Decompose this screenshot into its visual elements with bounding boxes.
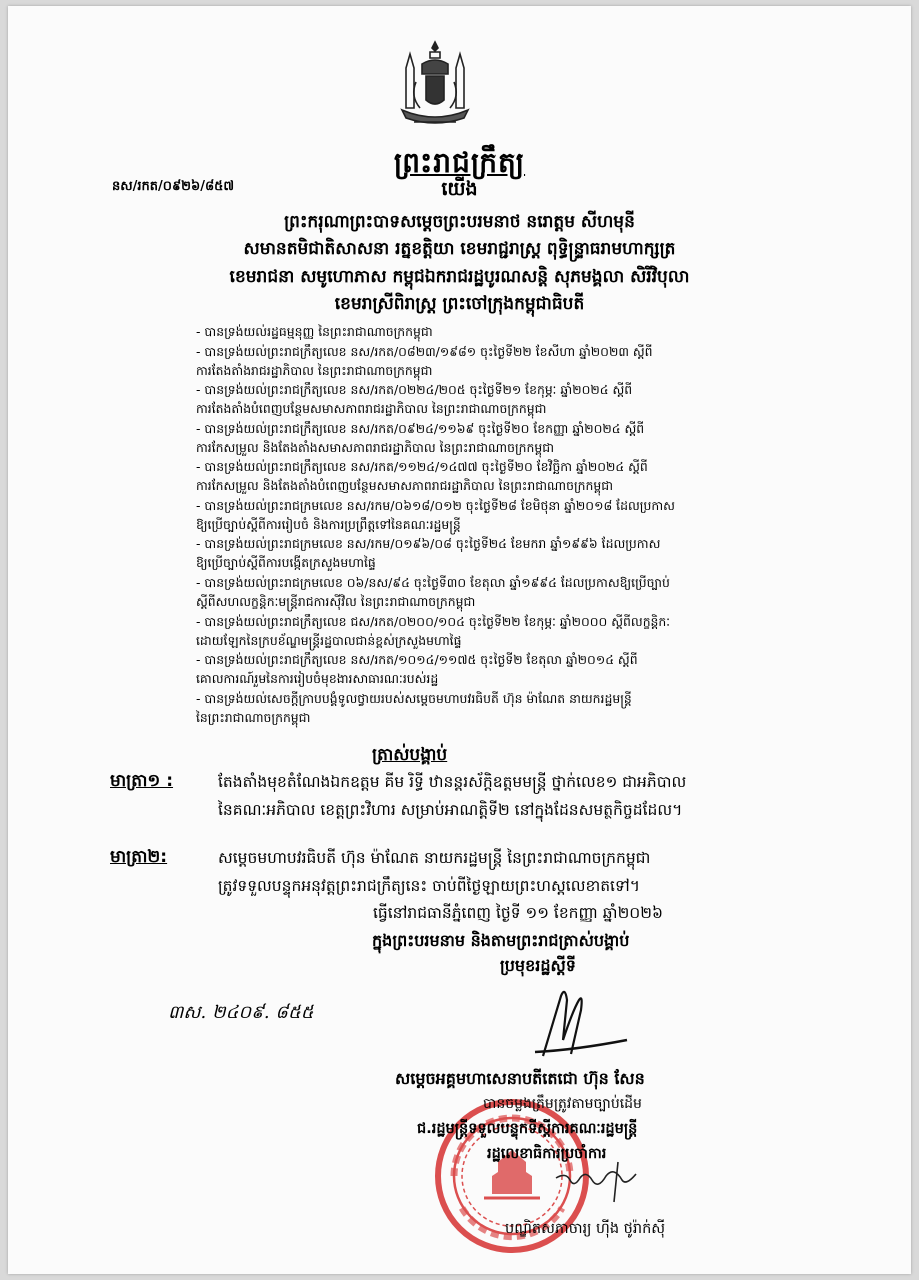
countersign-line-1: ក្នុងព្រះបរមនាម និងតាមព្រះរាជត្រាស់បង្គាប់ [372, 931, 630, 950]
date-line: ធ្វើនៅរាជធានីភ្នំពេញ ថ្ងៃទី ១១ ខែកញ្ញា ឆ្នាំ២០២៦ [373, 904, 663, 922]
order-heading: ត្រាស់បង្គាប់ [372, 745, 448, 765]
king-title-line-2: សមានតមិជាតិសាសនា រត្នខត្តិយា ខេមរាជ្ជរាស្ត្រ ពុទ្ធិន្ទ្រាធរាមហាក្សត្រ [243, 239, 676, 259]
royal-coat-of-arms-icon [392, 38, 478, 130]
handwritten-note: ៣ស. ២៤០៩. ៨៥៥ [168, 1002, 314, 1023]
countersign-line-2: ប្រមុខរដ្ឋស្តីទី [500, 956, 576, 975]
secretary-signature [548, 1148, 643, 1208]
citation-item: - បានទ្រង់យល់ព្រះរាជក្រឹត្យលេខ ជស/រកត/០២០០/១០៤ ចុះថ្ងៃទី២២ ខែកុម្ភៈ ឆ្នាំ២០០០ ស្តីពីលក្ខន្តិកៈ ដោយឡែកនៃក្របខ័ណ្ឌមន្ត្រីរដ្ឋបាលជាន់ខ្ពស់ក្រសួងមហាផ្ទៃ [196, 612, 886, 651]
seen-heading: យើង [441, 178, 478, 200]
citation-item: - បានទ្រង់យល់រដ្ឋធម្មនុញ្ញ នៃព្រះរាជាណាចក្រកម្ពុជា [196, 322, 886, 342]
article-1-text: តែងតាំងមុខតំណែងឯកឧត្តម គីម រិទ្ធី ឋានន្តរស័ក្តិឧត្តមមន្ត្រី ថ្នាក់លេខ១ ជាអភិបាល នៃគណៈអភិបាល ខេត្តព្រះវិហារ សម្រាប់អាណត្តិទី២ នៅក្នុងដែនសមត្ថកិច្ចដដែល។ [218, 773, 687, 819]
king-title-line-4: ខេមរាស្រីពិរាស្ត្រ ព្រះចៅក្រុងកម្ពុជាធិបតី [334, 294, 585, 314]
article-1-label: មាត្រា១ : [110, 771, 174, 791]
king-title-line-3: ខេមរាជនា សមូហោភាស កម្ពុជឯករាជរដ្ឋបូរណសន្តិ សុភមង្គលា សិរីវិបុលា [229, 267, 690, 287]
citation-item: - បានទ្រង់យល់ព្រះរាជក្រឹត្យលេខ នស/រកត/០៩២៤/១១៦៩ ចុះថ្ងៃទី២០ ខែកញ្ញា ឆ្នាំ២០២៤ ស្តីពី ការកែសម្រួល និងតែងតាំងសមាសភាពរាជរដ្ឋាភិបាល នៃព្រះរាជាណាចក្រកម្ពុជា [196, 419, 886, 458]
citation-item: - បានទ្រង់យល់សេចក្តីក្រាបបង្គំទូលថ្វាយរបស់សម្តេចមហាបវរធិបតី ហ៊ុន ម៉ាណែត នាយករដ្ឋមន្ត្រី នៃព្រះរាជាណាចក្រកម្ពុជា [196, 689, 886, 728]
citations-list [196, 322, 886, 727]
king-title-line-1: ព្រះករុណាព្រះបាទសម្តេចព្រះបរមនាថ នរោត្តម សីហមុនី [284, 212, 635, 232]
article-2-label: មាត្រា២: [110, 847, 168, 867]
prime-minister-name: សម្តេចអគ្គមហាសេនាបតីតេជោ ហ៊ុន សែន [395, 1069, 645, 1088]
decree-reference-number: នស/រកត/០៩២៦/៨៥៧ [112, 179, 235, 194]
citation-item: - បានទ្រង់យល់ព្រះរាជក្រឹត្យលេខ នស/រកត/០២២៤/២០៥ ចុះថ្ងៃទី២១ ខែកុម្ភៈ ឆ្នាំ២០២៤ ស្តីពី ការតែងតាំងបំពេញបន្ថែមសមាសភាពរាជរដ្ឋាភិបាល នៃព្រះរាជាណាចក្រកម្ពុជា [196, 380, 886, 419]
citation-item: - បានទ្រង់យល់ព្រះរាជក្រមលេខ ០៦/នស/៩៤ ចុះថ្ងៃទី៣០ ខែតុលា ឆ្នាំ១៩៩៤ ដែលប្រកាសឱ្យប្រើច្បាប់ ស្តីពីសហលក្ខន្តិកៈមន្ត្រីរាជការស៊ីវិល នៃព្រះរាជាណាចក្រកម្ពុជា [196, 573, 886, 612]
citation-item: - បានទ្រង់យល់ព្រះរាជក្រឹត្យលេខ នស/រកត/០៨២៣/១៩៨១ ចុះថ្ងៃទី២២ ខែសីហា ឆ្នាំ២០២៣ ស្តីពី ការតែងតាំងរាជរដ្ឋាភិបាល នៃព្រះរាជាណាចក្រកម្ពុជា [196, 342, 886, 381]
minister-title-line-2: រដ្ឋលេខាធិការប្រចាំការ [487, 1146, 607, 1162]
certified-copy-note: បានចម្លងត្រឹមត្រូវតាមច្បាប់ដើម [483, 1096, 642, 1112]
citation-item: - បានទ្រង់យល់ព្រះរាជក្រឹត្យលេខ នស/រកត/១០១៤/១១៧៥ ចុះថ្ងៃទី២ ខែតុលា ឆ្នាំ២០១៤ ស្តីពី គោលការណ៍រួមនៃការរៀបចំមុខងារសាធារណៈរបស់រដ្ឋ [196, 650, 886, 689]
minister-title-line-1: ជ.រដ្ឋមន្ត្រីទទួលបន្ទុកទីស្តីការគណៈរដ្ឋមន្ត្រី [417, 1121, 638, 1137]
pm-signature [515, 986, 630, 1066]
article-2-text: សម្តេចមហាបវរធិបតី ហ៊ុន ម៉ាណែត នាយករដ្ឋមន្ត្រី នៃព្រះរាជាណាចក្រកម្ពុជា ត្រូវទទួលបន្ទុកអនុវត្តព្រះរាជក្រឹត្យនេះ ចាប់ពីថ្ងៃឡាយព្រះហស្តលេខាតទៅ។ [218, 849, 651, 895]
citation-item: - បានទ្រង់យល់ព្រះរាជក្រឹត្យលេខ នស/រកត/១១២៤/១៤៧៧ ចុះថ្ងៃទី២០ ខែវិច្ឆិកា ឆ្នាំ២០២៤ ស្តីពី ការកែសម្រួល និងតែងតាំងបំពេញបន្ថែមសមាសភាពរាជរដ្ឋាភិបាល នៃព្រះរាជាណាចក្រកម្ពុជា [196, 457, 886, 496]
citation-item: - បានទ្រង់យល់ព្រះរាជក្រមលេខ នស/រកម/០៦១៨/០១២ ចុះថ្ងៃទី២៨ ខែមិថុនា ឆ្នាំ២០១៨ ដែលប្រកាស ឱ្យប្រើច្បាប់ស្តីពីការរៀបចំ និងការប្រព្រឹត្តទៅនៃគណៈរដ្ឋមន្ត្រី [196, 496, 886, 535]
citation-item: - បានទ្រង់យល់ព្រះរាជក្រមលេខ នស/រកម/០១៩៦/០៨ ចុះថ្ងៃទី២៤ ខែមករា ឆ្នាំ១៩៩៦ ដែលប្រកាស ឱ្យប្រើច្បាប់ស្តីពីការបង្កើតក្រសួងមហាផ្ទៃ [196, 534, 886, 573]
secretary-name: បណ្ឌិតសភាចារ្យ ហ៊ីង ថូរ៉ាក់ស៊ី [505, 1221, 666, 1237]
decree-title: ព្រះរាជក្រឹត្យ [393, 146, 526, 179]
